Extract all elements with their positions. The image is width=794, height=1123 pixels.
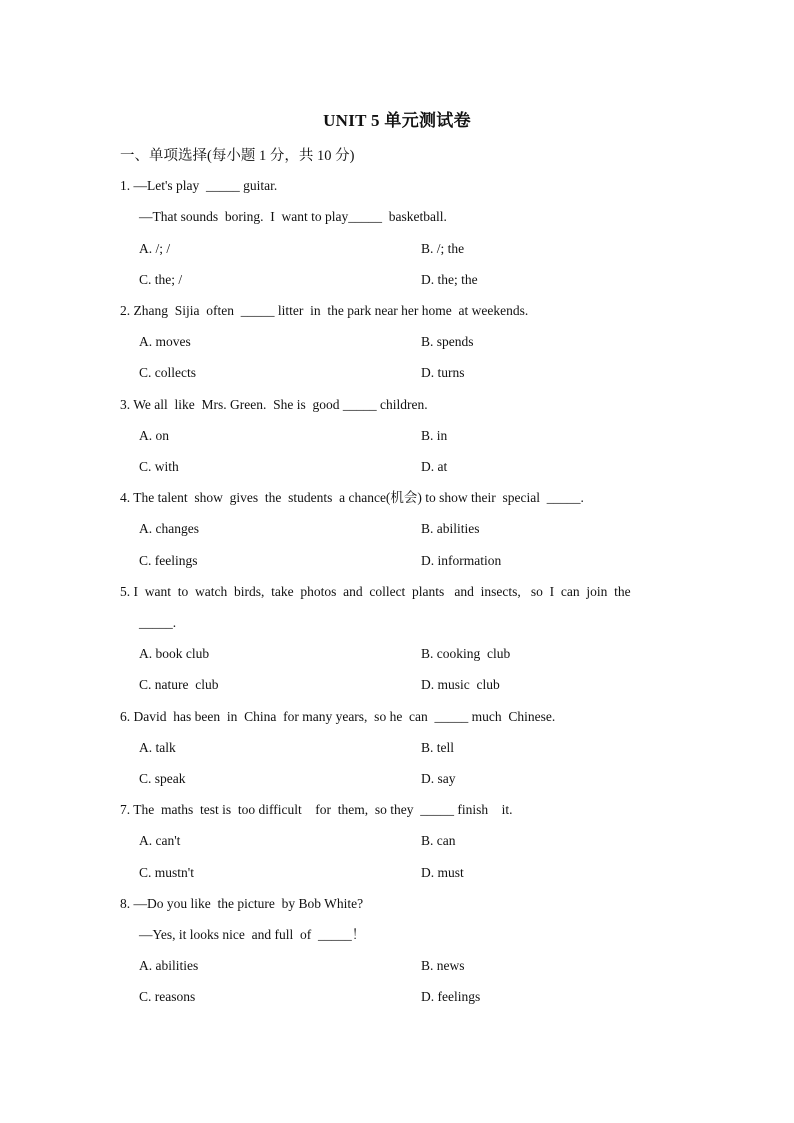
question-5-option-c: C. nature club [139, 677, 219, 692]
question-8-response: —Yes, it looks nice and full of _____！ [139, 927, 366, 942]
question-1-response: —That sounds boring. I want to play_____ basketball. [139, 209, 447, 224]
question-1-option-d: D. the; the [421, 272, 478, 287]
question-3-option-a: A. on [139, 428, 169, 443]
question-6-stem: 6. David has been in China for many years, so he can _____ much Chinese. [120, 709, 556, 724]
question-1-option-a: A. /; / [139, 241, 171, 256]
question-7-option-b: B. can [421, 833, 456, 848]
question-7-option-d: D. must [421, 865, 464, 880]
question-3-option-c: C. with [139, 459, 179, 474]
question-4-option-b: B. abilities [421, 521, 480, 536]
question-4-stem: 4. The talent show gives the students a chance(机会) to show their special _____. [120, 490, 584, 505]
question-3-option-b: B. in [421, 428, 448, 443]
question-4-option-d: D. information [421, 553, 502, 568]
question-5-stem: 5. I want to watch birds, take photos and collect plants and insects, so I can join the [120, 584, 631, 599]
question-5-stem-continued: _____. [139, 615, 177, 630]
section-heading: 一、单项选择(每小题 1 分，共 10 分) [120, 148, 355, 164]
question-1-option-b: B. /; the [421, 241, 465, 256]
question-2-option-b: B. spends [421, 334, 474, 349]
question-7-option-a: A. can't [139, 833, 181, 848]
question-2-stem: 2. Zhang Sijia often _____ litter in the park near her home at weekends. [120, 303, 529, 318]
question-3-stem: 3. We all like Mrs. Green. She is good _____ children. [120, 397, 428, 412]
page-title: UNIT 5 单元测试卷 [323, 111, 471, 130]
question-4-option-c: C. feelings [139, 553, 198, 568]
question-6-option-b: B. tell [421, 740, 454, 755]
question-7-option-c: C. mustn't [139, 865, 194, 880]
question-2-option-c: C. collects [139, 365, 196, 380]
question-1-stem: 1. —Let's play _____ guitar. [120, 178, 278, 193]
question-3-option-d: D. at [421, 459, 448, 474]
question-8-option-c: C. reasons [139, 989, 196, 1004]
question-8-stem: 8. —Do you like the picture by Bob White? [120, 896, 364, 911]
question-7-stem: 7. The maths test is too difficult for them, so they _____ finish it. [120, 802, 513, 817]
question-2-option-a: A. moves [139, 334, 191, 349]
question-6-option-a: A. talk [139, 740, 176, 755]
question-8-option-d: D. feelings [421, 989, 481, 1004]
question-5-option-d: D. music club [421, 677, 500, 692]
question-1-option-c: C. the; / [139, 272, 183, 287]
question-2-option-d: D. turns [421, 365, 465, 380]
question-4-option-a: A. changes [139, 521, 199, 536]
question-5-option-a: A. book club [139, 646, 210, 661]
question-8-option-b: B. news [421, 958, 465, 973]
question-5-option-b: B. cooking club [421, 646, 511, 661]
question-8-option-a: A. abilities [139, 958, 199, 973]
question-6-option-d: D. say [421, 771, 456, 786]
question-6-option-c: C. speak [139, 771, 186, 786]
